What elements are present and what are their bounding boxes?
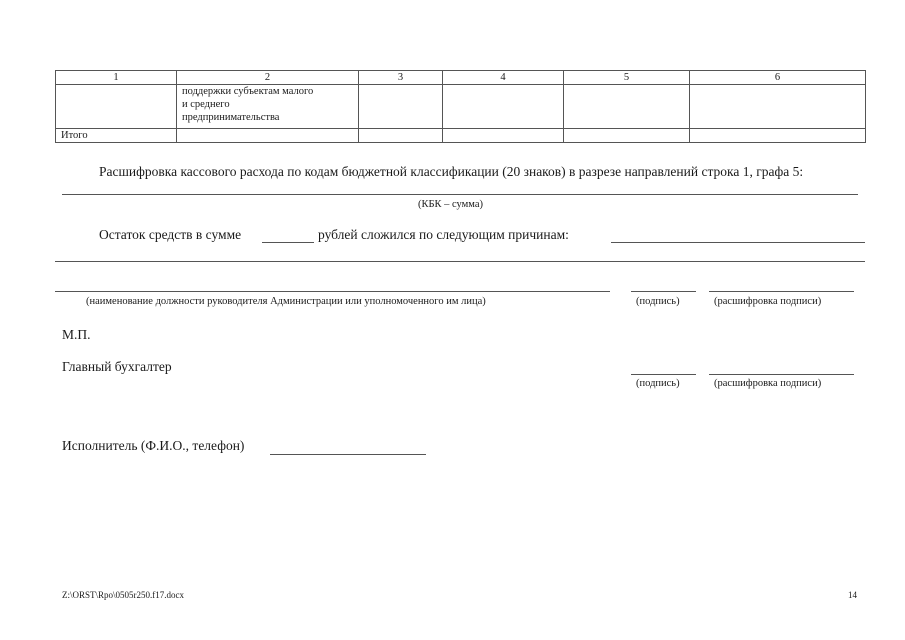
accountant-signature-field[interactable]: [631, 374, 696, 375]
table-cell: [359, 129, 443, 143]
table-cell: [564, 85, 690, 129]
balance-text-before: Остаток средств в сумме: [99, 227, 242, 242]
kbk-caption: (КБК – сумма): [418, 199, 484, 210]
table-cell: [177, 129, 359, 143]
column-header: 5: [564, 71, 690, 85]
position-field[interactable]: [55, 291, 610, 292]
table-cell: [443, 85, 564, 129]
column-header: 6: [690, 71, 866, 85]
table-cell: [690, 85, 866, 129]
table-cell: [690, 129, 866, 143]
total-label: Итого: [56, 129, 177, 143]
executor-field[interactable]: [270, 454, 426, 455]
accountant-label: Главный бухгалтер: [62, 359, 172, 374]
balance-reason-field[interactable]: [611, 242, 865, 243]
stamp-label: М.П.: [62, 327, 91, 342]
reason-continuation-line[interactable]: [55, 261, 865, 262]
cell-text-line: предпринимательства: [182, 112, 280, 123]
decoding-field[interactable]: [709, 291, 854, 292]
executor-label: Исполнитель (Ф.И.О., телефон): [62, 438, 245, 453]
table-cell: [443, 129, 564, 143]
signature-field[interactable]: [631, 291, 696, 292]
cell-text-line: и среднего: [182, 99, 230, 110]
page-number: 14: [848, 590, 857, 600]
column-header: 1: [56, 71, 177, 85]
position-caption: (наименование должности руководителя Администрации или уполномоченного им лица): [86, 296, 486, 307]
kbk-line[interactable]: [62, 194, 858, 195]
accountant-signature-caption: (подпись): [636, 378, 680, 389]
balance-amount-field[interactable]: [262, 242, 314, 243]
signature-caption: (подпись): [636, 296, 680, 307]
column-header: 4: [443, 71, 564, 85]
accountant-decoding-caption: (расшифровка подписи): [714, 378, 822, 389]
total-row: [56, 129, 866, 143]
table-cell: [56, 85, 177, 129]
balance-text-after: рублей сложился по следующим причинам:: [318, 227, 569, 242]
decoding-caption: (расшифровка подписи): [714, 296, 822, 307]
column-header: 3: [359, 71, 443, 85]
table-header-row: [56, 71, 866, 85]
column-header: 2: [177, 71, 359, 85]
kbk-heading: Расшифровка кассового расхода по кодам бюджетной классификации (20 знаков) в разрезе направлений строка 1, графа 5:: [99, 164, 804, 179]
accountant-decoding-field[interactable]: [709, 374, 854, 375]
table-cell: [359, 85, 443, 129]
table-row: [56, 85, 866, 129]
file-path: Z:\ORST\Rpo\0505r250.f17.docx: [62, 590, 184, 600]
table-cell-direction: [177, 85, 359, 129]
table-cell: [564, 129, 690, 143]
report-table: [55, 70, 866, 143]
cell-text-line: поддержки субъектам малого: [182, 86, 314, 97]
